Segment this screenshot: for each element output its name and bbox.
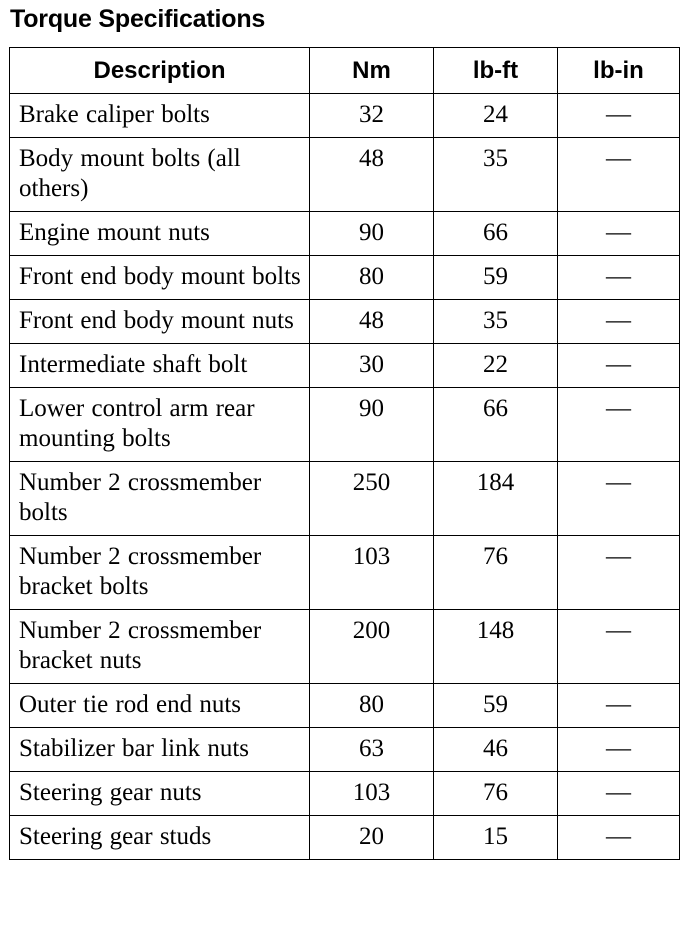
cell-lb-in: — — [558, 388, 680, 462]
torque-spec-table — [9, 47, 680, 860]
cell-lb-ft: 15 — [434, 816, 558, 860]
cell-nm: 80 — [310, 684, 434, 728]
header-lb-in: lb-in — [558, 48, 680, 94]
cell-nm: 30 — [310, 344, 434, 388]
cell-lb-ft: 76 — [434, 772, 558, 816]
cell-lb-ft: 148 — [434, 610, 558, 684]
table-row — [10, 300, 680, 344]
cell-lb-in: — — [558, 256, 680, 300]
cell-lb-ft: 59 — [434, 256, 558, 300]
cell-lb-in: — — [558, 462, 680, 536]
cell-lb-in: — — [558, 728, 680, 772]
table-row — [10, 212, 680, 256]
cell-nm: 103 — [310, 536, 434, 610]
cell-nm: 250 — [310, 462, 434, 536]
cell-description: Number 2 crossmember bolts — [10, 462, 310, 536]
table-body — [10, 94, 680, 860]
cell-lb-in: — — [558, 94, 680, 138]
table-row — [10, 388, 680, 462]
table-row — [10, 138, 680, 212]
cell-description: Steering gear studs — [10, 816, 310, 860]
cell-description: Front end body mount bolts — [10, 256, 310, 300]
cell-nm: 48 — [310, 138, 434, 212]
cell-lb-in: — — [558, 536, 680, 610]
cell-lb-in: — — [558, 610, 680, 684]
cell-lb-ft: 66 — [434, 388, 558, 462]
header-nm: Nm — [310, 48, 434, 94]
page-title: Torque Specifications — [10, 5, 266, 33]
cell-lb-in: — — [558, 138, 680, 212]
cell-lb-ft: 66 — [434, 212, 558, 256]
cell-description: Stabilizer bar link nuts — [10, 728, 310, 772]
cell-nm: 200 — [310, 610, 434, 684]
cell-description: Steering gear nuts — [10, 772, 310, 816]
cell-lb-ft: 35 — [434, 138, 558, 212]
cell-lb-ft: 46 — [434, 728, 558, 772]
table-row — [10, 462, 680, 536]
cell-lb-in: — — [558, 816, 680, 860]
cell-lb-in: — — [558, 212, 680, 256]
cell-lb-in: — — [558, 344, 680, 388]
cell-lb-ft: 76 — [434, 536, 558, 610]
cell-description: Intermediate shaft bolt — [10, 344, 310, 388]
cell-lb-ft: 59 — [434, 684, 558, 728]
cell-description: Number 2 crossmember bracket bolts — [10, 536, 310, 610]
cell-nm: 63 — [310, 728, 434, 772]
cell-nm: 32 — [310, 94, 434, 138]
cell-lb-ft: 24 — [434, 94, 558, 138]
cell-nm: 90 — [310, 212, 434, 256]
cell-nm: 48 — [310, 300, 434, 344]
cell-lb-in: — — [558, 684, 680, 728]
header-description: Description — [10, 48, 310, 94]
table-row — [10, 256, 680, 300]
cell-description: Outer tie rod end nuts — [10, 684, 310, 728]
cell-lb-ft: 184 — [434, 462, 558, 536]
table-row — [10, 728, 680, 772]
cell-lb-in: — — [558, 772, 680, 816]
table-row — [10, 344, 680, 388]
header-row — [10, 48, 680, 94]
cell-lb-ft: 22 — [434, 344, 558, 388]
table-row — [10, 684, 680, 728]
table-row — [10, 772, 680, 816]
cell-description: Number 2 crossmember bracket nuts — [10, 610, 310, 684]
cell-description: Body mount bolts (all others) — [10, 138, 310, 212]
cell-nm: 20 — [310, 816, 434, 860]
table-row — [10, 94, 680, 138]
cell-lb-in: — — [558, 300, 680, 344]
cell-description: Front end body mount nuts — [10, 300, 310, 344]
cell-description: Lower control arm rear mounting bolts — [10, 388, 310, 462]
cell-nm: 103 — [310, 772, 434, 816]
cell-description: Engine mount nuts — [10, 212, 310, 256]
table-row — [10, 536, 680, 610]
header-lb-ft: lb-ft — [434, 48, 558, 94]
cell-nm: 90 — [310, 388, 434, 462]
table-row — [10, 610, 680, 684]
cell-nm: 80 — [310, 256, 434, 300]
cell-description: Brake caliper bolts — [10, 94, 310, 138]
table-row — [10, 816, 680, 860]
cell-lb-ft: 35 — [434, 300, 558, 344]
